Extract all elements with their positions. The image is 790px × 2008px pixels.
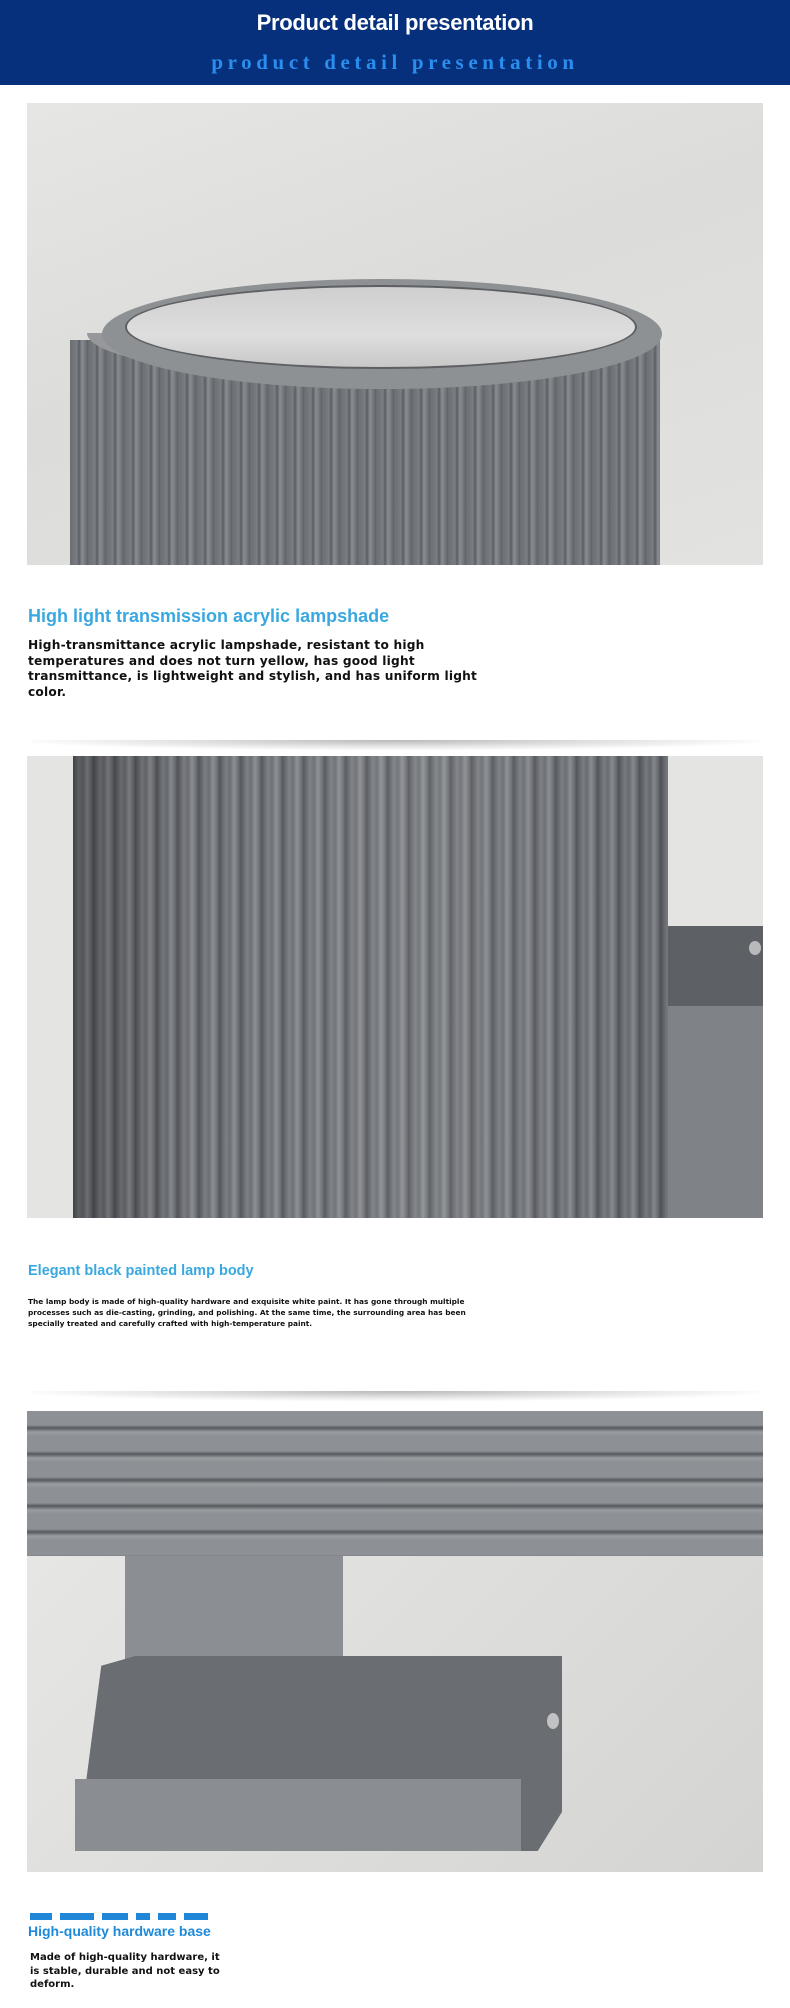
banner-title: Product detail presentation [256,10,534,35]
section-description: High-transmittance acrylic lampshade, resistant to high temperatures and does not turn yellow, has good light transmittance, is lightweight and stylish, and has uniform light color. [28,638,478,699]
mount-bracket-side [668,1006,763,1218]
acrylic-lens [125,285,637,369]
screw [749,941,761,955]
product-image-base [27,1411,763,1872]
product-image-lamp-body [27,756,763,1218]
product-image-lampshade [27,103,763,565]
mount-bracket [668,926,763,1006]
lamp-body-ribs [73,756,668,1218]
base-foot-front [75,1779,521,1851]
section-description: The lamp body is made of high-quality hardware and exquisite white paint. It has gone through multiple processes such as die-casting, grinding, and polishing. At the same time, the surrounding area has been specially treated and carefully crafted with high-temperature paint. [28,1297,466,1328]
clipped-text-fragment [30,1913,220,1920]
banner-subtitle: product detail presentation [211,50,579,74]
section-heading: High light transmission acrylic lampshade [28,606,390,626]
section-heading: Elegant black painted lamp body [28,1263,254,1279]
section-divider [30,740,760,750]
section-divider [30,1391,760,1401]
screw [545,1711,561,1731]
section-heading: High-quality hardware base [28,1923,211,1939]
section-description: Made of high-quality hardware, it is stable, durable and not easy to deform. [30,1952,220,1990]
lamp-body-horizontal [27,1411,763,1556]
header-banner [0,0,790,85]
